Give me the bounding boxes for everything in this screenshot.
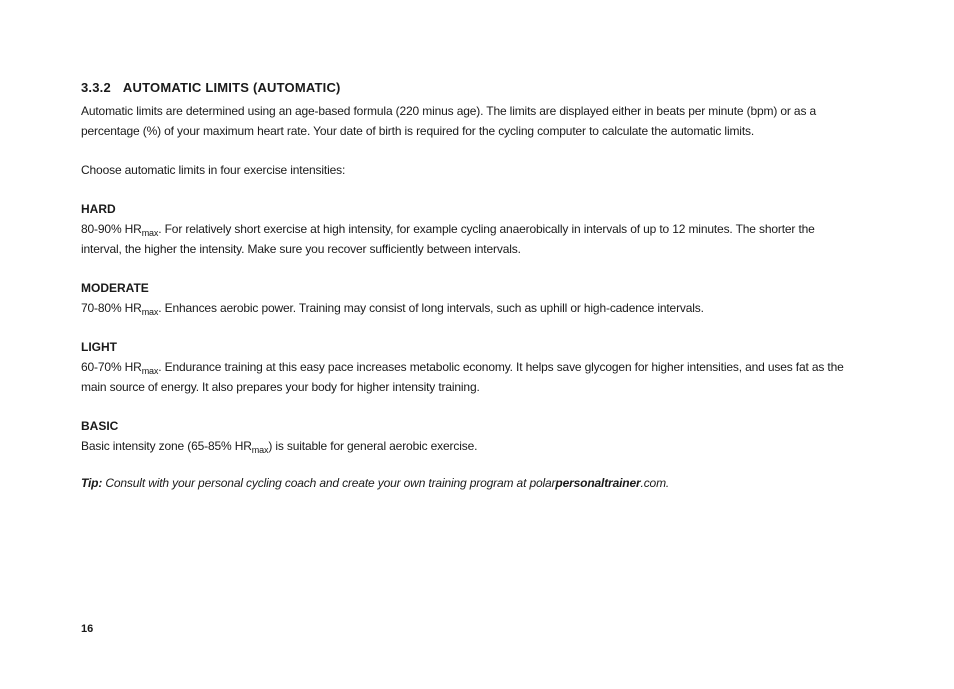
- light-sub: max: [141, 366, 159, 376]
- hard-text: . For relatively short exercise at high intensity, for example cycling anaerobically in intervals of up to 12 minutes. The shorter the interval, the higher the intensity. Make sure you recover sufficiently between intervals.: [81, 222, 815, 256]
- tip-paragraph: [81, 473, 851, 493]
- tip-label: Tip:: [81, 476, 103, 490]
- moderate-heading: MODERATE: [81, 281, 149, 295]
- tip-brand: personaltrainer: [555, 476, 641, 490]
- hard-heading: HARD: [81, 202, 116, 216]
- basic-sub: max: [251, 445, 269, 455]
- page-number: 16: [81, 623, 94, 635]
- hard-range: 80-90% HR: [81, 222, 142, 236]
- intro-paragraph: Automatic limits are determined using an age-based formula (220 minus age). The limits are displayed either in beats per minute (bpm) or as a percentage (%) of your maximum heart rate. Your date of birth is required for the cycling computer to calculate the automatic limits.: [81, 104, 816, 138]
- basic-range: Basic intensity zone (65-85% HR: [81, 439, 252, 453]
- basic-text: ) is suitable for general aerobic exercise.: [268, 439, 478, 453]
- section-number: 3.3.2: [81, 80, 111, 95]
- light-description: [81, 357, 851, 397]
- hard-sub: max: [141, 228, 159, 238]
- intro-choose-text: Choose automatic limits in four exercise intensities:: [81, 163, 346, 177]
- moderate-sub: max: [141, 307, 159, 317]
- moderate-text: . Enhances aerobic power. Training may consist of long intervals, such as uphill or high-cadence intervals.: [158, 301, 704, 315]
- light-heading: LIGHT: [81, 340, 117, 354]
- light-text: . Endurance training at this easy pace increases metabolic economy. It helps save glycogen for higher intensities, and uses fat as the main source of energy. It also prepares your body for higher intensity training.: [81, 360, 844, 394]
- moderate-description: [81, 298, 851, 318]
- moderate-range: 70-80% HR: [81, 301, 142, 315]
- tip-text: Consult with your personal cycling coach and create your own training program at polar: [102, 476, 556, 490]
- tip-suffix: .com.: [640, 476, 670, 490]
- section-title: AUTOMATIC LIMITS (AUTOMATIC): [122, 80, 341, 95]
- basic-description: [81, 436, 851, 456]
- basic-heading: BASIC: [81, 419, 119, 433]
- hard-description: [81, 219, 851, 259]
- section-heading: [81, 78, 851, 98]
- light-range: 60-70% HR: [81, 360, 142, 374]
- page-content: [81, 78, 851, 493]
